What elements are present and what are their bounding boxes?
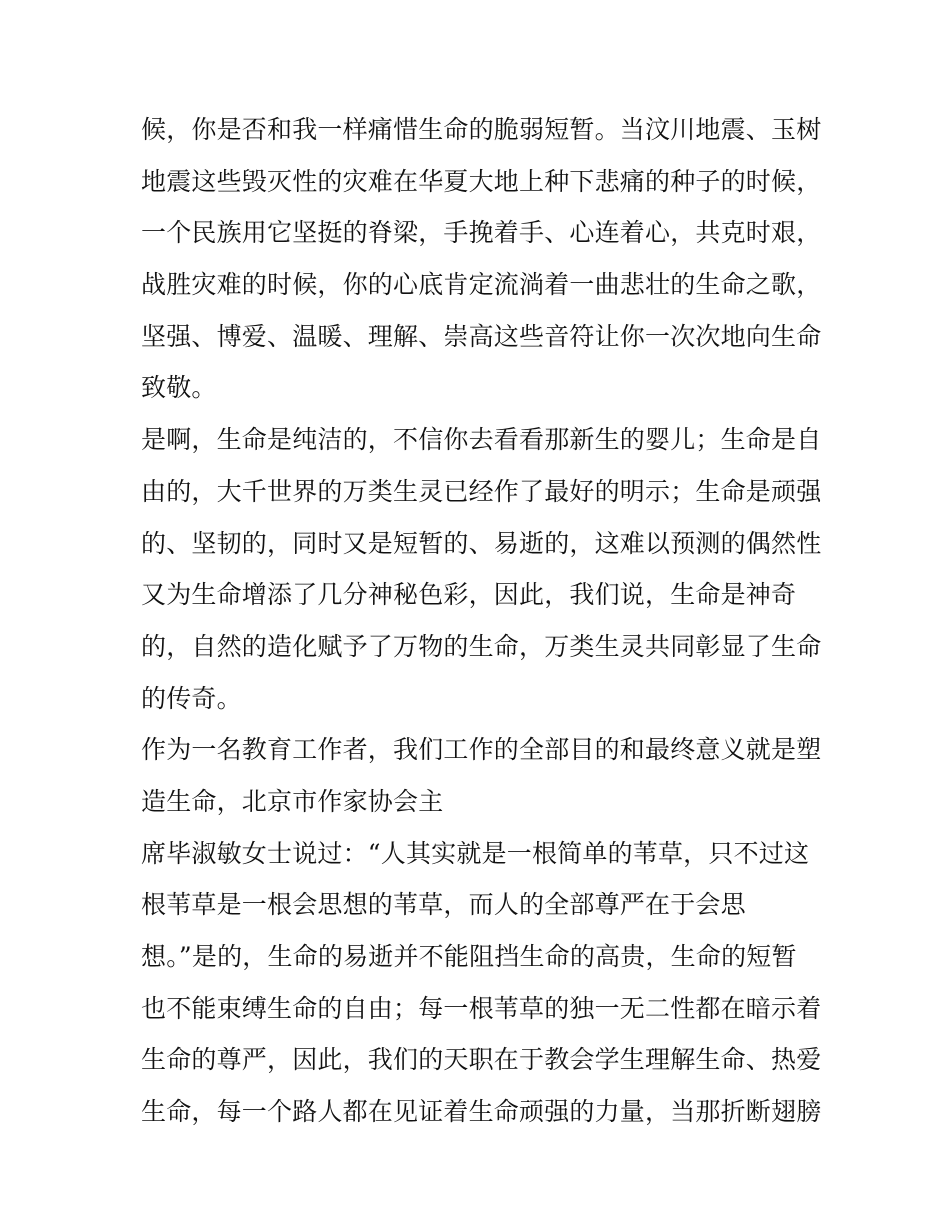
text-line: 由的，大千世界的万类生灵已经作了最好的明示；生命是顽强 xyxy=(141,476,822,506)
text-line: 造生命，北京市作家协会主 xyxy=(141,786,444,816)
text-line: 又为生命增添了几分神秘色彩，因此，我们说，生命是神奇 xyxy=(141,580,797,610)
text-line: 坚强、博爱、温暖、理解、崇高这些音符让你一次次地向生命 xyxy=(141,321,822,351)
text-line: 席毕淑敏女士说过：“人其实就是一根简单的苇草，只不过这 xyxy=(141,838,810,868)
text-line: 地震这些毁灭性的灾难在华夏大地上种下悲痛的种子的时候， xyxy=(141,166,822,196)
text-line: 根苇草是一根会思想的苇草，而人的全部尊严在于会思 xyxy=(141,890,746,920)
text-line: 想。”是的，生命的易逝并不能阻挡生命的高贵，生命的短暂 xyxy=(141,942,797,971)
text-line: 一个民族用它坚挺的脊梁，手挽着手、心连着心，共克时艰， xyxy=(141,218,822,248)
text-line: 致敬。 xyxy=(141,373,217,403)
text-line: 生命的尊严，因此，我们的天职在于教会学生理解生命、热爱 xyxy=(141,1045,822,1075)
text-line: 作为一名教育工作者，我们工作的全部目的和最终意义就是塑 xyxy=(141,735,822,765)
text-line: 是啊，生命是纯洁的，不信你去看看那新生的婴儿；生命是自 xyxy=(141,425,822,455)
text-line: 生命，每一个路人都在见证着生命顽强的力量，当那折断翅膀 xyxy=(141,1097,822,1127)
text-line: 的传奇。 xyxy=(141,683,242,713)
body-text xyxy=(141,110,841,1144)
text-line: 也不能束缚生命的自由；每一根苇草的独一无二性都在暗示着 xyxy=(141,993,822,1023)
text-line: 战胜灾难的时候，你的心底肯定流淌着一曲悲壮的生命之歌， xyxy=(141,270,822,300)
text-line: 的，自然的造化赋予了万物的生命，万类生灵共同彰显了生命 xyxy=(141,631,822,661)
text-line: 的、坚韧的，同时又是短暂的、易逝的，这难以预测的偶然性 xyxy=(141,528,822,558)
text-line: 候，你是否和我一样痛惜生命的脆弱短暂。当汶川地震、玉树 xyxy=(141,115,822,144)
